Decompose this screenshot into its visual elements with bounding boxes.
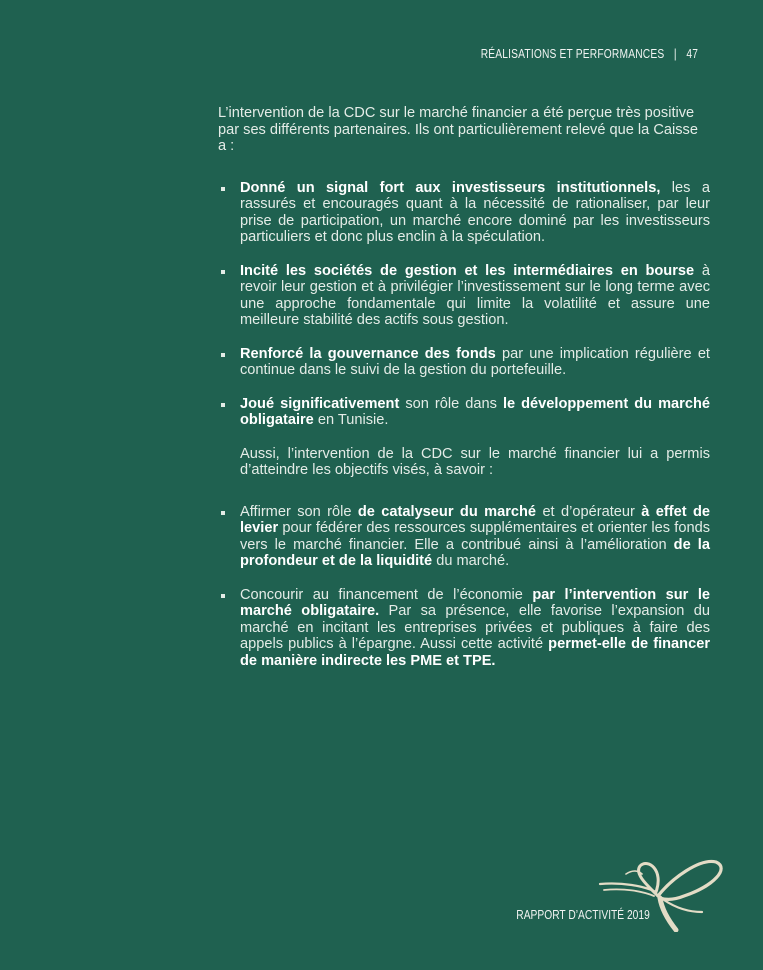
bold-text: Joué significativement [240, 395, 400, 412]
objectives-intro-paragraph: Aussi, l’intervention de la CDC sur le marché financier lui a permis d’atteindre les objectifs visés, à savoir : [240, 445, 710, 478]
objectives-list [218, 504, 710, 670]
header-separator: | [673, 47, 677, 61]
bold-text: à effet de levier [240, 503, 711, 536]
bold-text: de catalyseur du marché [357, 503, 537, 520]
text-segment: son rôle dans [399, 395, 503, 412]
text-segment: Concourir au financement de l’économie [240, 586, 533, 603]
intro-paragraph: L’intervention de la CDC sur le marché financier a été perçue très positive par ses différents partenaires. Ils ont particulièrement relevé que la Caisse a : [218, 105, 698, 154]
running-header [481, 47, 698, 61]
achievement-item [218, 346, 710, 379]
achievement-item [218, 180, 710, 246]
bullet-square-icon [221, 270, 225, 274]
bullet-square-icon [221, 511, 225, 515]
objective-item [218, 504, 710, 570]
text-segment: les a rassurés et encouragés quant à la nécessité de rationaliser, par leur prise de participation, un marché encore dominé par les investisseurs particuliers et donc plus enclin à la spéculation. [240, 179, 710, 245]
text-segment: et d’opérateur [536, 503, 642, 520]
section-title: RÉALISATIONS ET PERFORMANCES [480, 47, 665, 61]
bullet-square-icon [221, 594, 225, 598]
bold-text: le développement du marché obligataire [240, 395, 710, 428]
text-segment: Affirmer son rôle [240, 503, 358, 520]
text-segment: en Tunisie. [313, 412, 389, 428]
bullet-square-icon [221, 353, 225, 357]
text-segment: pour fédérer des ressources supplémentaires et orienter les fonds vers le marché financier. Elle a contribué ainsi à l’amélioration [240, 520, 710, 553]
page-number: 47 [686, 47, 698, 61]
text-segment: Par sa présence, elle favorise l’expansion du marché en incitant les entreprises privées et publiques à faire des appels publics à l’épargne. Aussi cette activité [240, 603, 710, 652]
text-segment: du marché. [432, 553, 510, 569]
bold-text: Renforcé la gouvernance des fonds [240, 345, 496, 362]
bold-text: permet-elle de financer de manière indirecte les PME et TPE. [240, 636, 711, 669]
objective-item [218, 587, 710, 670]
bold-text: par l’intervention sur le marché obligataire. [240, 586, 710, 619]
text-segment: par une implication régulière et continue dans le suivi de la gestion du portefeuille. [240, 345, 710, 378]
main-content [218, 105, 710, 686]
achievements-list [218, 180, 710, 429]
report-footer: RAPPORT D’ACTIVITÉ 2019 [516, 908, 650, 922]
text-segment: à revoir leur gestion et à privilégier l’investissement sur le long terme avec une approche fondamentale qui limite la volatilité et assure une meilleure stabilité des actifs sous gestion. [240, 262, 710, 328]
bullet-square-icon [221, 403, 225, 407]
bold-text: Incité les sociétés de gestion et les intermédiaires en bourse [240, 262, 695, 279]
achievement-item [218, 263, 710, 329]
bold-text: Donné un signal fort aux investisseurs institutionnels, [240, 179, 661, 196]
achievement-item [218, 396, 710, 429]
bold-text: de la profondeur et de la liquidité [240, 536, 710, 569]
bullet-square-icon [221, 187, 225, 191]
